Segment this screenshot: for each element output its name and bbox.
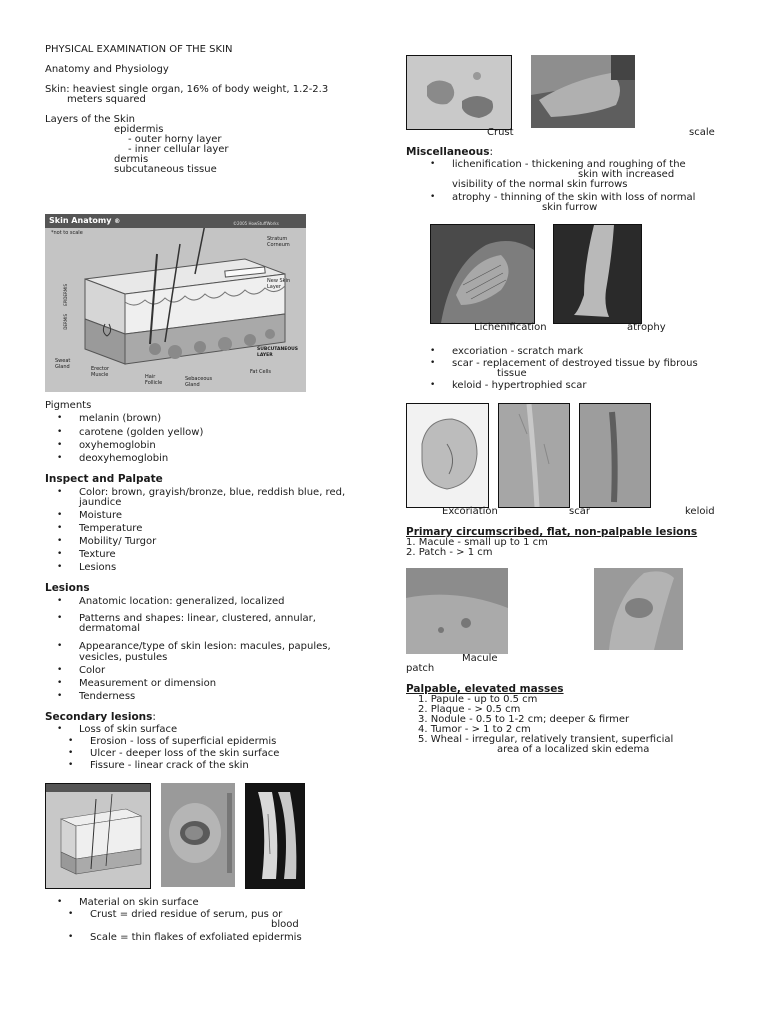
caption-macule: Macule [462, 653, 498, 664]
inspect-moisture: • Moisture [79, 510, 122, 521]
primary-macule: 1. Macule - small up to 1 cm [406, 537, 548, 548]
palpable-plaque: 2. Plaque - > 0.5 cm [418, 704, 521, 715]
caption-lichenification: Lichenification [474, 322, 547, 333]
primary-heading: Primary circumscribed, flat, non-palpable lesions [406, 526, 698, 538]
caption-scar: scar [569, 506, 590, 517]
label-erector-muscle: Erector Muscle [91, 366, 110, 378]
crust-photo-art [407, 56, 511, 129]
label-sweat-gland: Sweat Gland [55, 358, 71, 370]
macule-photo [406, 568, 508, 654]
caption-scale: scale [689, 127, 715, 138]
label-stratum-corneum: Stratum Corneum [267, 236, 290, 248]
atrophy-photo [553, 224, 642, 324]
lesion-anatomic: • Anatomic location: generalized, localized [79, 596, 285, 607]
diagram-title: Skin Anatomy [49, 216, 112, 225]
layers-heading: Layers of the Skin [45, 114, 135, 125]
misc-scar-cont: tissue [497, 368, 527, 379]
secondary-fissure: • Fissure - linear crack of the skin [90, 760, 249, 771]
caption-patch: patch [406, 663, 435, 674]
misc-heading-group [406, 146, 493, 158]
label-epidermis-side: EPIDERMIS [63, 284, 68, 306]
secondary-ulcer: • Ulcer - deeper loss of the skin surface [90, 748, 279, 759]
material-scale: • Scale = thin flakes of exfoliated epidermis [90, 932, 302, 943]
label-fat-cells: Fat Cells [250, 369, 271, 375]
fissure-photo [245, 783, 305, 889]
lesion-measurement: • Measurement or dimension [79, 678, 216, 689]
lichenification-photo [430, 224, 535, 324]
misc-lichenification: • lichenification - thickening and roughing of the [452, 159, 686, 170]
diagram-note: *not to scale [51, 230, 83, 236]
ulcer-photo [161, 783, 235, 887]
skin-anatomy-thumbnail [45, 783, 151, 889]
atrophy-photo-art [554, 225, 641, 323]
label-subcutaneous-layer: SUBCUTANEOUS LAYER [257, 347, 299, 358]
palpable-tumor: 4. Tumor - > 1 to 2 cm [418, 724, 531, 735]
palpable-papule: 1. Papule - up to 0.5 cm [418, 694, 538, 705]
lesion-color: • Color [79, 665, 105, 676]
lesion-tenderness: • Tenderness [79, 691, 135, 702]
patch-photo [594, 568, 683, 650]
inspect-texture: • Texture [79, 549, 116, 560]
scale-photo-art [531, 55, 635, 128]
palpable-heading: Palpable, elevated masses [406, 683, 564, 695]
lesion-appearance: • Appearance/type of skin lesion: macules, papules, [79, 641, 331, 652]
patch-photo-art [594, 568, 683, 650]
palpable-nodule: 3. Nodule - 0.5 to 1-2 cm; deeper & firmer [418, 714, 630, 725]
lesion-patterns-cont: dermatomal [79, 623, 140, 634]
skin-anatomy-thumbnail-art [46, 784, 150, 888]
misc-atrophy-cont: skin furrow [542, 202, 598, 213]
diagram-title-group [49, 216, 120, 225]
diagram-trademark: ® [114, 218, 121, 225]
macule-photo-art [406, 568, 508, 654]
layer-outer-horny: - outer horny layer [128, 134, 222, 145]
secondary-loss: • Loss of skin surface [79, 724, 177, 735]
secondary-colon: : [152, 711, 156, 723]
scar-photo-art [499, 404, 569, 507]
secondary-heading-group [45, 711, 156, 723]
misc-scar: • scar - replacement of destroyed tissue by fibrous [452, 358, 698, 369]
inspect-mobility: • Mobility/ Turgor [79, 536, 156, 547]
keloid-photo-art [580, 404, 650, 507]
primary-patch: 2. Patch - > 1 cm [406, 547, 493, 558]
pigments-heading: Pigments [45, 400, 92, 411]
scale-photo [531, 55, 635, 128]
misc-heading: Miscellaneous [406, 146, 490, 158]
pigment-deoxyhemoglobin: • deoxyhemoglobin [79, 453, 168, 464]
excoriation-photo-art [407, 404, 488, 507]
lesion-appearance-cont: vesicles, pustules [79, 652, 168, 663]
label-new-skin-layer: New Skin Layer [267, 278, 291, 290]
misc-keloid: • keloid - hypertrophied scar [452, 380, 586, 391]
skin-definition-line1: Skin: heaviest single organ, 16% of body weight, 1.2-2.3 [45, 84, 329, 95]
diagram-credit: ©2005 HowStuffWorks [233, 221, 279, 226]
inspect-color: • Color: brown, grayish/bronze, blue, reddish blue, red, [79, 487, 345, 498]
pigment-oxyhemoglobin: • oxyhemoglobin [79, 440, 156, 451]
layer-inner-cellular: - inner cellular layer [128, 144, 229, 155]
lesions-heading: Lesions [45, 582, 90, 594]
caption-excoriation: Excoriation [442, 506, 498, 517]
lichenification-photo-art [431, 225, 534, 323]
layer-dermis: dermis [114, 154, 149, 165]
misc-lichenification-cont2: visibility of the normal skin furrows [452, 179, 628, 190]
page-title: PHYSICAL EXAMINATION OF THE SKIN [45, 44, 233, 55]
secondary-heading: Secondary lesions [45, 711, 153, 723]
layer-epidermis: epidermis [114, 124, 164, 135]
skin-anatomy-diagram [45, 214, 306, 392]
label-dermis-side: DERMIS [63, 314, 68, 330]
inspect-color-cont: jaundice [79, 497, 122, 508]
label-hair-follicle: Hair Follicle [145, 374, 163, 386]
caption-crust: Crust [487, 127, 514, 138]
caption-keloid: keloid [685, 506, 715, 517]
excoriation-photo [406, 403, 489, 508]
inspect-lesions: • Lesions [79, 562, 116, 573]
scar-photo [498, 403, 570, 508]
lesion-patterns: • Patterns and shapes: linear, clustered, annular, [79, 613, 316, 624]
material-crust: • Crust = dried residue of serum, pus or [90, 909, 282, 920]
pigment-carotene: • carotene (golden yellow) [79, 427, 203, 438]
misc-lichenification-cont: skin with increased [578, 169, 675, 180]
misc-excoriation: • excoriation - scratch mark [452, 346, 583, 357]
fissure-photo-art [246, 784, 304, 888]
ulcer-photo-art [161, 783, 235, 887]
palpable-wheal: 5. Wheal - irregular, relatively transient, superficial [418, 734, 674, 745]
misc-colon: : [489, 146, 494, 158]
anatomy-heading: Anatomy and Physiology [45, 64, 169, 75]
material-heading: • Material on skin surface [79, 897, 199, 908]
inspect-temperature: • Temperature [79, 523, 142, 534]
palpable-wheal-cont: area of a localized skin edema [497, 744, 650, 755]
layer-subcutaneous: subcutaneous tissue [114, 164, 217, 175]
pigment-melanin: • melanin (brown) [79, 413, 161, 424]
material-crust-cont: blood [271, 919, 299, 930]
keloid-photo [579, 403, 651, 508]
label-sebaceous-gland: Sebaceous Gland [185, 376, 213, 388]
caption-atrophy: atrophy [627, 322, 666, 333]
crust-photo [406, 55, 512, 130]
skin-definition-line2: meters squared [67, 94, 146, 105]
inspect-heading: Inspect and Palpate [45, 473, 163, 485]
misc-atrophy: • atrophy - thinning of the skin with loss of normal [452, 192, 695, 203]
secondary-erosion: • Erosion - loss of superficial epidermis [90, 736, 276, 747]
